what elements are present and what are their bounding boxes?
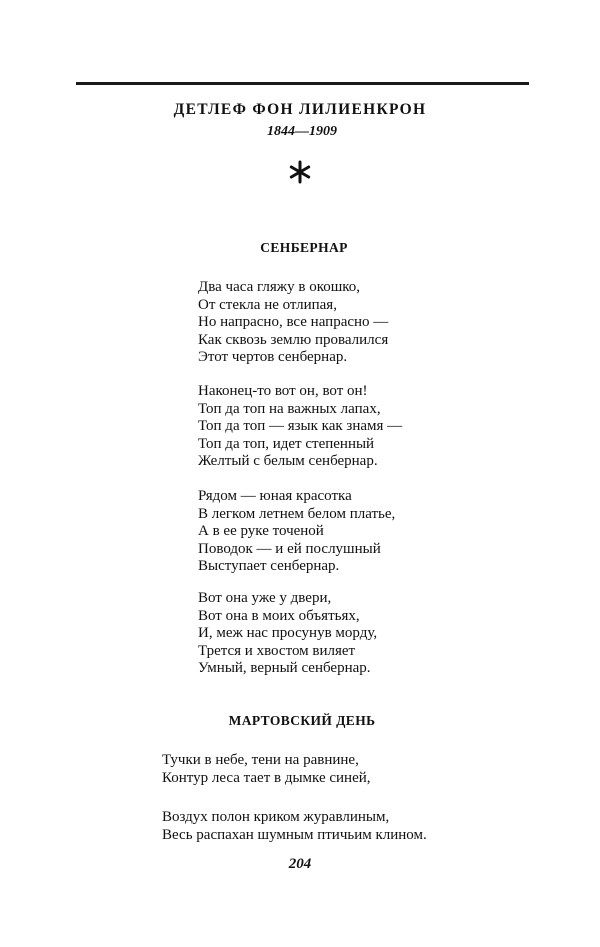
poem-stanza [198, 383, 402, 471]
top-rule [76, 82, 529, 85]
author-name: ДЕТЛЕФ ФОН ЛИЛИЕНКРОН [173, 101, 427, 118]
verse-line: Умный, верный сенбернар. [198, 660, 371, 677]
verse-line: Рядом — юная красотка [198, 488, 352, 504]
verse-line: От стекла не отлипая, [198, 296, 337, 313]
verse-line: И, меж нас просунув морду, [198, 625, 378, 642]
verse-line: Этот чертов сенбернар. [198, 349, 348, 366]
verse-line: Контур леса тает в дымке синей, [162, 769, 371, 786]
page-number: 204 [288, 856, 312, 872]
asterisk-ornament-icon [288, 160, 312, 184]
verse-line: Поводок — и ей послушный [198, 540, 381, 557]
verse-line: Тучки в небе, тени на равнине, [162, 752, 359, 768]
verse-line: Вот она в моих объятьях, [198, 607, 360, 624]
verse-line: В легком летнем белом платье, [198, 505, 396, 522]
verse-line: Два часа гляжу в окошко, [198, 279, 361, 295]
verse-line: Желтый с белым сенбернар. [198, 453, 378, 470]
poem-stanza [198, 279, 388, 367]
verse-line: Весь распахан шумным птичьим клином. [162, 826, 427, 843]
author-years: 1844—1909 [267, 124, 337, 139]
poem-title-martovskiy-den: МАРТОВСКИЙ ДЕНЬ [228, 713, 376, 728]
verse-line: Воздух полон криком журавлиным, [162, 809, 390, 825]
verse-line: Вот она уже у двери, [198, 590, 332, 606]
verse-line: А в ее руке точеной [198, 523, 324, 540]
poem-stanza [198, 590, 377, 678]
verse-line: Выступает сенбернар. [198, 558, 340, 575]
verse-line: Но напрасно, все напрасно — [198, 314, 389, 331]
verse-line: Как сквозь землю провалился [198, 331, 389, 348]
poem-title-senbernar: СЕНБЕРНАР [260, 240, 348, 255]
verse-line: Топ да топ, идет степенный [198, 435, 375, 452]
poem-stanza [162, 809, 427, 844]
verse-line: Топ да топ на важных лапах, [198, 400, 381, 417]
poem-stanza [198, 488, 395, 576]
poem-stanza [162, 752, 371, 787]
verse-line: Наконец-то вот он, вот он! [198, 383, 368, 399]
verse-line: Топ да топ — язык как знамя — [198, 418, 403, 435]
verse-line: Трется и хвостом виляет [198, 642, 356, 659]
